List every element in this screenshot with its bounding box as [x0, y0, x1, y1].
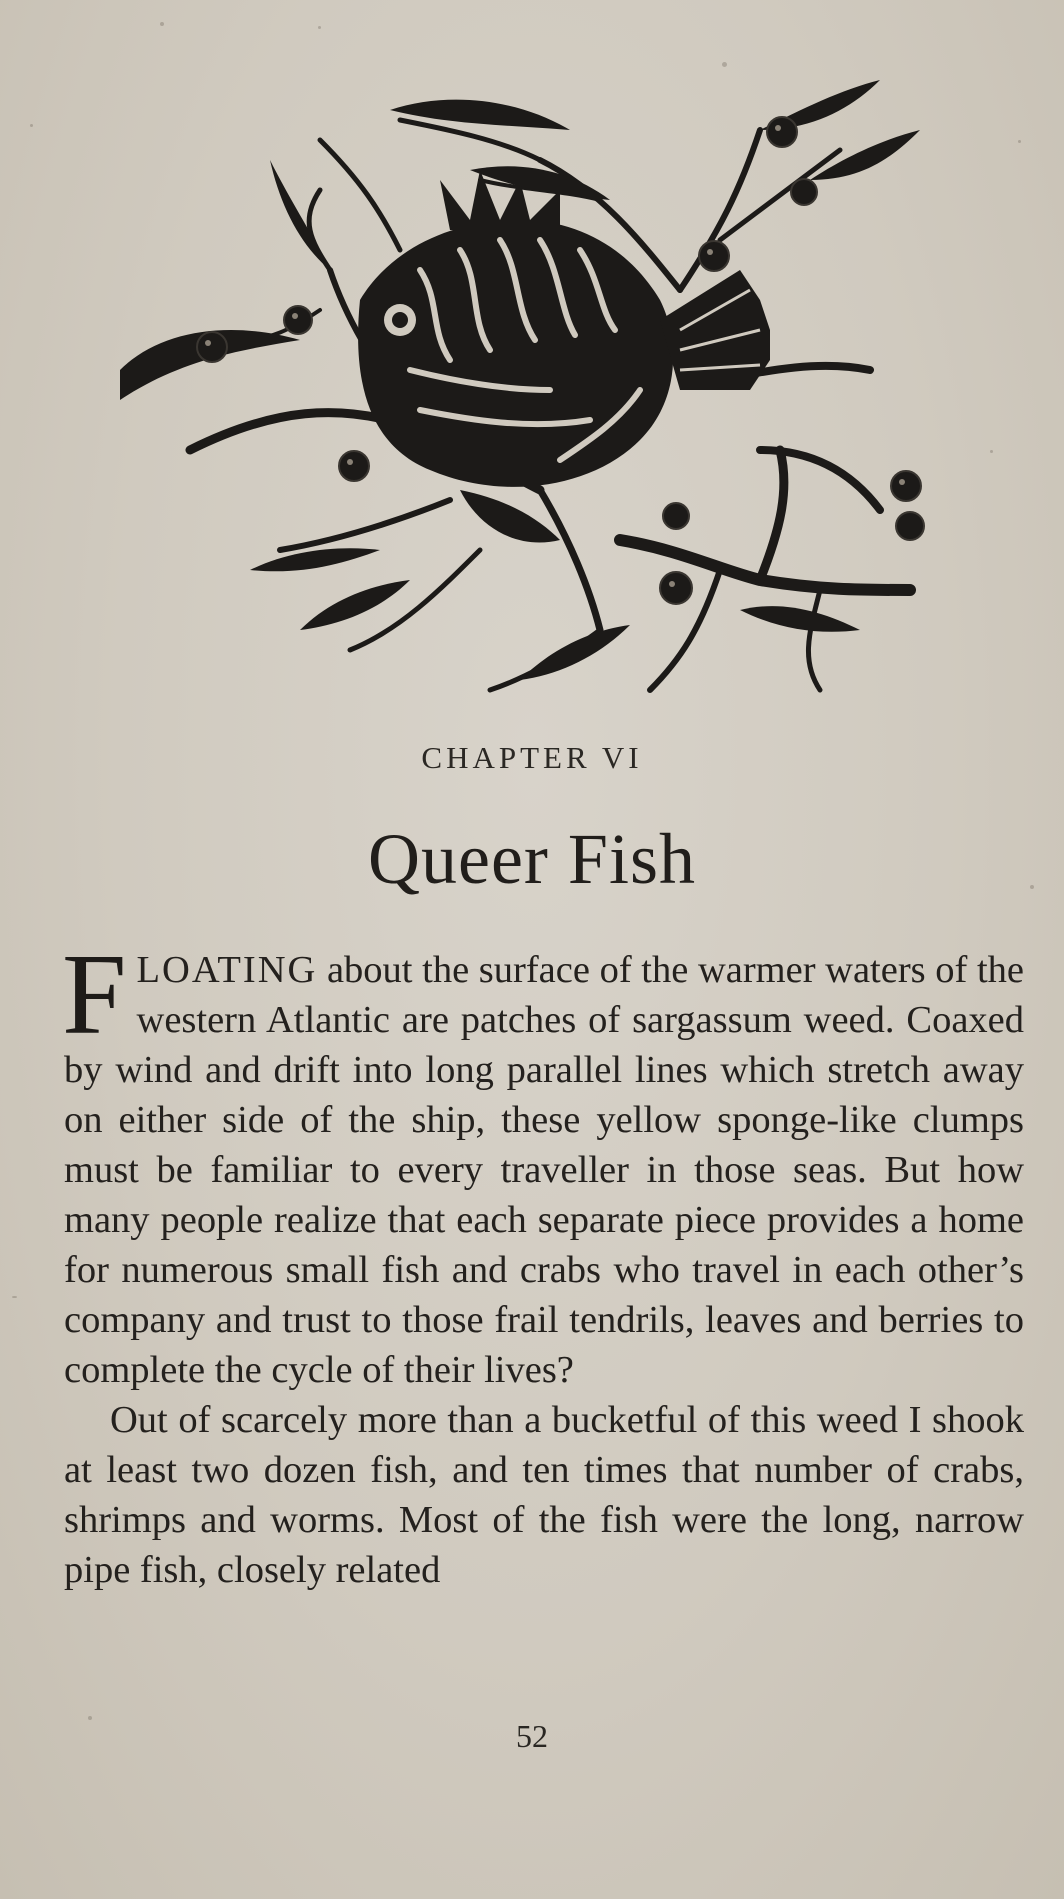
chapter-title: Queer Fish — [368, 819, 696, 899]
opening-word: LOATING — [136, 949, 318, 991]
chapter-body — [62, 931, 1024, 1595]
paragraph-2: Out of scarcely more than a bucketful of this weed I shook at least two dozen fish, and ten times that number of crabs, shrimps and worms. Most of the fish were the long, narrow pipe fish, closely related — [64, 1399, 1024, 1591]
page-number: 52 — [516, 1718, 548, 1754]
paper-speck — [1018, 140, 1021, 143]
paragraph-1-text: about the surface of the warmer waters of the western Atlantic are patches of sargassum weed. Coaxed by wind and drift into long parallel lines which stretch away on either side of the ship, these yellow sponge-like clumps must be familiar to every traveller in those seas. But how many people realize that each separate piece provides a home for numerous small fish and crabs who travel in each other’s company and trust to those frail tendrils, leaves and berries to complete the cycle of their lives? — [64, 949, 1024, 1391]
fish-in-sargassum-weed-illustration — [120, 70, 980, 730]
paper-speck — [160, 22, 164, 26]
paper-speck — [318, 26, 321, 29]
paper-speck — [990, 450, 993, 453]
drop-cap: F — [62, 931, 127, 1059]
paragraph-1 — [62, 931, 1024, 1395]
chapter-label: CHAPTER VI — [421, 740, 643, 775]
paper-speck — [722, 62, 727, 67]
paper-speck — [30, 124, 33, 127]
paper-speck — [12, 1296, 17, 1298]
